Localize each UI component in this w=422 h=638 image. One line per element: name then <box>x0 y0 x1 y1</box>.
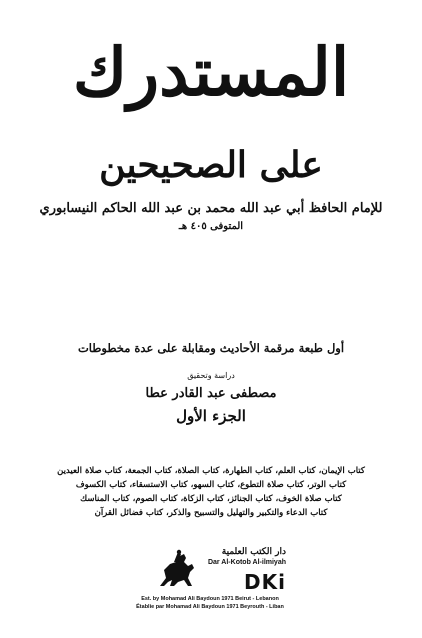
study-label: دراسة وتحقيق <box>187 371 235 380</box>
blurb-line-1 <box>0 276 422 298</box>
publisher-footer-line-2: Établie par Mohamad Ali Baydoun 1971 Beyrouth - Liban <box>136 604 284 610</box>
annotations-blurb <box>0 276 422 320</box>
contents-line-4: كتاب الدعاء والتكبير والتهليل والتسبيح والذكر، كتاب فضائل القرآن <box>94 508 328 518</box>
blurb-line-2 <box>0 298 422 320</box>
contents-line-2: كتاب الوتر، كتاب صلاة التطوع، كتاب السهو، كتاب الاستسقاء، كتاب الكسوف <box>75 480 347 490</box>
publisher-footer-line-1: Est. by Mohamad Ali Baydoun 1971 Beirut - Lebanon <box>141 596 279 602</box>
book-title: المستدرك <box>72 33 350 111</box>
publisher-latin-name: Dar Al-Kotob Al-ilmiyah <box>207 559 286 566</box>
publisher-footer <box>130 595 290 611</box>
book-subtitle: على الصحيحين <box>99 144 323 186</box>
volume-contents <box>0 464 422 520</box>
publisher-arabic-name: دار الكتب العلمية <box>221 547 286 557</box>
publisher-logo <box>130 546 290 630</box>
contents-line-1: كتاب الإيمان، كتاب العلم، كتاب الطهارة، كتاب الصلاة، كتاب الجمعة، كتاب صلاة العيدين <box>57 466 365 476</box>
publisher-logo-text: DKi <box>244 570 286 594</box>
publisher-emblem <box>130 546 290 594</box>
editor-name: مصطفى عبد القادر عطا <box>145 386 277 401</box>
contents-line-3: كتاب صلاة الخوف، كتاب الجنائز، كتاب الزكاة، كتاب الصوم، كتاب المناسك <box>80 494 342 504</box>
death-date: المتوفى ٤٠٥ هـ <box>178 221 244 232</box>
first-edition-note: أول طبعة مرقمة الأحاديث ومقابلة على عدة مخطوطات <box>77 341 345 355</box>
author-line: للإمام الحافظ أبي عبد الله محمد بن عبد الله الحاكم النيسابوري <box>39 201 383 216</box>
volume-label: الجزء الأول <box>176 407 246 425</box>
horse-rider-icon <box>154 548 198 592</box>
